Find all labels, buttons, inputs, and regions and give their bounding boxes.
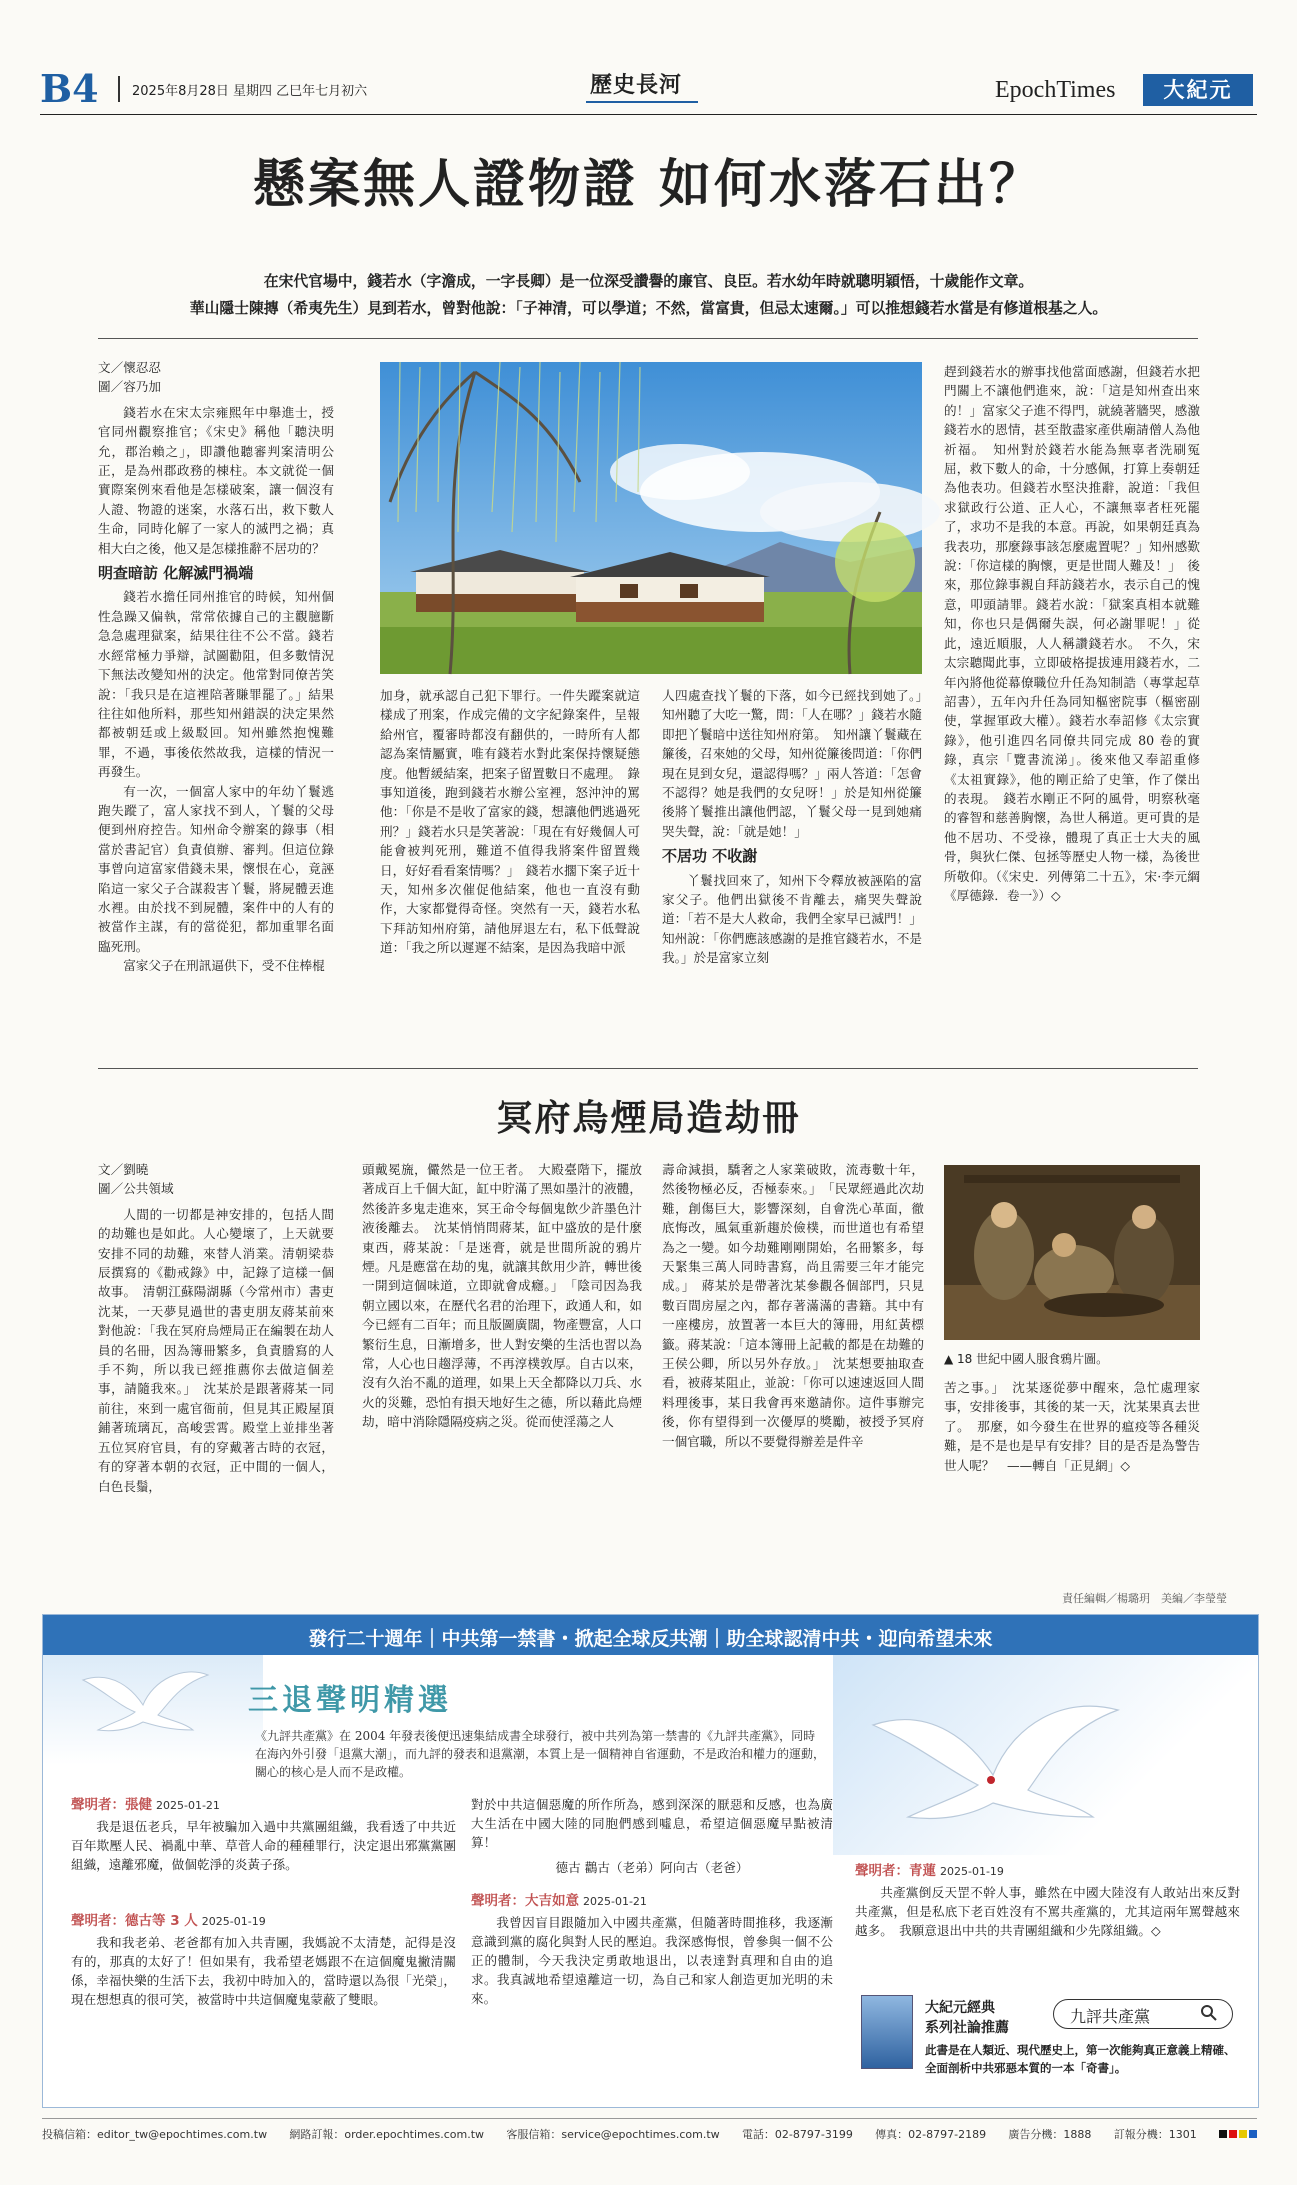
article2-title: 冥府烏煙局造劫冊	[496, 1097, 801, 1139]
statement-date: 2025-01-21	[583, 1895, 647, 1908]
article1-column-2	[380, 686, 640, 1048]
article2-column-3	[662, 1160, 924, 1580]
issue-date: 2025年8月28日 星期四 乙巳年七月初六	[132, 84, 368, 99]
page-number: B4	[40, 66, 99, 111]
book-cover	[861, 1995, 913, 2069]
paragraph: 趕到錢若水的辦事找他當面感謝，但錢若水把門關上不讓他們進來，說：「這是知州查出來的！」富家父子進不得門，就繞著牆哭，感激錢若水的恩情，甚至散盡家產供廟請僧人為他祈福。 知州對於錢若水能為無辜者洗刷冤屈，救下數人的命，十分感佩，打算上奏朝廷為他表功。但錢若水堅決推辭，說道：「我但求獄政行公道、正人心，不讓無辜者枉死罷了，求功不是我的本意。再說，如果朝廷真為我表功，那麼錄事該怎麼處置呢？」知州感歎說：「你這樣的胸懷，更是世間人難及！」 後來，那位錄事親自拜訪錢若水，表示自己的愧意，叩頭請罪。錢若水說：「獄案真相本就難知，你也只是偶爾失誤，何必謝罪呢！」從此，遠近順服，人人稱讚錢若水。 不久，宋太宗聽聞此事，立即破格提拔連用錢若水，二年內將他從幕僚職位升任為知制誥（專掌起草詔書），五年內升任為同知樞密院事（樞密副使，掌握軍政大權）。錢若水奉詔修《太宗實錄》，他引進四名同僚共同完成 80 卷的實錄，真宗「覽書流涕」。後來他又奉詔重修《太祖實錄》，他的剛正給了史筆，作了傑出的表現。 錢若水剛正不阿的風骨，明察秋毫的睿智和慈善胸懷，為世人稱道。更可貴的是他不居功、不受祿，體現了真正士大夫的風骨，與狄仁傑、包拯等歷史人物一樣，為後世所敬仰。（《宋史．列傳第二十五》，宋·李元綱《厚德錄．卷一》）◇	[944, 364, 1200, 903]
statement-text: 我和我老弟、老爸都有加入共青團，我媽說不太清楚，記得是沒有的，那真的太好了！但如果有，我希望老媽跟不在這個魔鬼撇清關係，幸福快樂的生活下去，我初中時加入的，當時還以為很「光榮」，現在想想真的很可笑，被當時中共這個魔鬼蒙蔽了雙眼。	[71, 1935, 456, 2007]
article1-column-1	[98, 358, 334, 1048]
article-lead-2: 華山隱士陳摶（希夷先生）見到若水，曾對他說：「子神清，可以學道；不然，當富貴，但忌太速爾。」可以推想錢若水當是有修道根基之人。	[189, 300, 1108, 317]
paragraph: 富家父子在刑訊逼供下，受不住棒棍	[123, 958, 325, 974]
footer-sub-ext: 訂報分機：1301	[1113, 2128, 1197, 2141]
search-label: 九評共產黨	[1070, 2007, 1151, 2026]
ad-intro: 《九評共產黨》在 2004 年發表後便迅速集結成書全球發行，被中共列為第一禁書的《九評共產黨》，同時在海內外引發「退黨大潮」，而九評的發表和退黨潮，本質上是一個精神自省運動，不是政治和權力的運動，關心的核心是人而不是政權。	[255, 1729, 826, 1779]
statement-date: 2025-01-21	[156, 1799, 220, 1812]
page-header	[0, 0, 1297, 115]
dove-icon-large	[863, 1685, 1123, 1839]
header-divider	[118, 76, 120, 102]
temple-photo	[380, 362, 922, 674]
paragraph: 頭戴冕旒，儼然是一位王者。 大殿臺階下，擺放著成百上千個大缸，缸中貯滿了黑如墨汁的液體，然後許多鬼走進來，冥王命令每個鬼飲少許墨色汁液後離去。 沈某悄悄問蔣某，缸中盛放的是什麼東西，蔣某說：「是迷膏，就是世間所說的鴉片煙。凡是應當在劫的鬼，就讓其飲用少許，轉世後一開到這個味道，立即就會成癮。」 「陰司因為我朝立國以來，在歷代名君的治理下，政通人和，如今已經有二百年；而且版圖廣闊，物產豐富，人口繁衍生息，日漸增多，世人對安樂的生活也習以為常，人心也日趨浮薄，不再淳樸敦厚。自古以來，沒有久治不亂的道理，如果上天全都降以刀兵、水火的災難，恐怕有損天地好生之德，所以藉此烏煙劫，暗中消除隱隔疫病之災。從而使淫蕩之人	[362, 1162, 642, 1430]
footer-order: 網路訂報：order.epochtimes.com.tw	[289, 2128, 485, 2141]
section-underline	[586, 101, 698, 103]
paragraph: 錢若水在宋太宗雍熙年中舉進士，授官同州觀察推官；《宋史》稱他「聽決明允，郡治賴之」，即讚他聽審判案清明公正，是為州郡政務的棟柱。本文就從一個實際案例來看他是怎樣破案，讓一個沒有人證、物證的迷案，水落石出，救下數人生命，同時化解了一家人的滅門之禍；真相大白之後，他又是怎樣推辭不居功的？	[98, 404, 334, 556]
color-bar	[1219, 2130, 1257, 2138]
paragraph: 丫鬟找回來了，知州下令釋放被誣陷的富家父子。他們出獄後不肯離去，痛哭失聲說道：「若不是大人救命，我們全家早已滅門！」知州說：「你們應該感謝的是推官錢若水，不是我。」於是富家立刻	[662, 872, 922, 966]
image-credit: 圖／容乃加	[98, 379, 161, 395]
paragraph: 有一次，一個富人家中的年幼丫鬟逃跑失蹤了，富人家找不到人，丫鬟的父母便到州府控告。知州命令辦案的錄事（相當於書記官）負責偵辦、審判。但這位錄事曾向這富家借錢未果，懷恨在心，竟誣陷這一家父子合謀殺害丫鬟，將屍體丟進水裡。由於找不到屍體，案件中的人有的被當作主謀，有的當從犯，都加重罪名面臨死刑。	[98, 783, 334, 954]
article1-column-3	[662, 686, 935, 1048]
section-title: 歷史長河	[590, 72, 683, 98]
statement-name: 聲明者：德古等 3 人	[71, 1913, 198, 1929]
search-icon	[1200, 2004, 1218, 2026]
opium-painting	[944, 1165, 1200, 1340]
footer-service: 客服信箱：service@epochtimes.com.tw	[506, 2128, 720, 2141]
article-divider	[98, 1068, 1198, 1069]
article-lead-1: 在宋代官場中，錢若水（字澹成，一字長卿）是一位深受讚譽的廉官、良臣。若水幼年時就聰明穎悟，十歲能作文章。	[263, 273, 1034, 290]
footer-submit: 投稿信箱：editor_tw@epochtimes.com.tw	[42, 2128, 268, 2141]
paragraph: 人間的一切都是神安排的，包括人間的劫難也是如此。人心變壞了，上天就要安排不同的劫難，來替人消業。清朝梁恭辰撰寫的《勸戒錄》中，記錄了這樣一個故事。 清朝江蘇陽湖縣（今常州市）書吏沈某，一天夢見過世的書吏朋友蔣某前來對他說：「我在冥府烏煙局正在編製在劫人員的名冊，因為簿冊繁多，負責謄寫的人手不夠，所以我已經推薦你去做這個差事，請隨我來。」 沈某於是跟著蔣某一同前往，來到一處官衙前，但見其正殿屋頂鋪著琉璃瓦，高峻雲霄。殿堂上並排坐著五位冥府官員，有的穿戴著古時的衣冠，有的穿著本朝的衣冠，正中間的一個人，白色長鬚，	[98, 1206, 334, 1494]
footer-ad-ext: 廣告分機：1888	[1008, 2128, 1092, 2141]
paragraph: 人四處查找丫鬟的下落，如今已經找到她了。」 知州聽了大吃一驚，問：「人在哪？」錢若水隨即把丫鬟暗中送往知州府第。 知州讓丫鬟藏在簾後，召來她的父母，知州從簾後問道：「你們現在見到女兒，還認得嗎？」兩人答道：「怎會不認得？她是我們的女兒呀！」於是知州從簾後將丫鬟推出讓他們認，丫鬟父母一見到她痛哭失聲，說：「就是她！」	[662, 688, 935, 839]
paragraph: 加身，就承認自己犯下罪行。一件失蹤案就這樣成了刑案，作成完備的文字紀錄案件，呈報給州官，覆審時都沒有翻供的，一時所有人都認為案情屬實，唯有錢若水對此案保持懷疑態度。他暫緩結案，把案子留置數日不處理。 錄事知道後，跑到錢若水辦公室裡，怒沖沖的罵他：「你是不是收了富家的錢，想讓他們逃過死刑？」錢若水只是笑著說：「現在有好幾個人可能會被判死刑，難道不值得我將案件留置幾日，好好看看案情嗎？」 錢若水擱下案子近十天，知州多次催促他結案，他也一直沒有動作，大家都覺得奇怪。突然有一天，錢若水私下拜訪知州府第，請他屏退左右，私下低聲說道：「我之所以遲遲不結案，是因為我暗中派	[380, 688, 640, 956]
temple-illustration	[380, 362, 922, 674]
statement-3	[471, 1891, 833, 2041]
paragraph: 苦之事。」 沈某逐從夢中醒來，急忙處理家事，安排後事，其後的某一天，沈某果真去世了。 那麼，如今發生在世界的瘟疫等各種災難，是不是也是早有安排？目的是否是為警告世人呢？ ——轉自「正見網」◇	[944, 1380, 1200, 1473]
ad-banner-text: 發行二十週年｜中共第一禁書・掀起全球反共潮｜助全球認清中共・迎向希望未來	[308, 1628, 993, 1650]
article2-column-4	[944, 1378, 1200, 1578]
footer-fax: 傳真：02-8797-2189	[875, 2128, 987, 2141]
statement-date: 2025-01-19	[201, 1915, 266, 1928]
search-box[interactable]	[1053, 1999, 1233, 2029]
header-rule	[40, 114, 1257, 115]
footer-phone: 電話：02-8797-3199	[741, 2128, 853, 2141]
statement-2	[71, 1911, 456, 2101]
dove-icon	[73, 1660, 213, 1744]
subheading: 明查暗訪 化解滅門禍端	[98, 564, 254, 583]
promo-description: 此書是在人類近、現代歷史上，第一次能夠真正意義上精確、全面剖析中共邪惡本質的一本「奇書」。	[925, 2043, 1236, 2075]
brand-logo: 大紀元	[1143, 74, 1253, 106]
article2-column-1	[98, 1160, 334, 1580]
brand-en: EpochTimes	[995, 77, 1116, 103]
page-footer	[42, 2118, 1257, 2145]
paragraph: 壽命減損，驕奢之人家業破敗，流毒數十年，然後物極必反，否極泰來。」 「民眾經過此次劫難，創傷巨大，影響深刻，自會洗心革面，徹底悔改，風氣重新趨於儉樸，而世道也有希望為之一變。如今劫難剛剛開始，名冊繁多，每天緊集三萬人同時書寫，尚且需要三年才能完成。」 蔣某於是帶著沈某參觀各個部門，只見數百間房屋之內，都存著滿滿的書籍。其中有一座樓房，放置著一本巨大的簿冊，用紅黃標籤。蔣某說：「這本簿冊上記載的都是在劫難的王侯公卿，所以另外存放。」 沈某想要抽取查看，被蔣某阻止，並說：「你可以速速返回人間料理後事，某日我會再來邀請你。這件事辦完後，你有望得到一次優厚的獎勵，被授予冥府一個官職，所以不要覺得辦差是件辛	[662, 1162, 924, 1449]
author: 文／懷忍忍	[98, 360, 161, 375]
ad-title: 三退聲明精選	[248, 1683, 452, 1718]
promo-title-1: 大紀元經典	[925, 2000, 995, 2016]
author: 文／劉曉	[98, 1162, 149, 1177]
statement-name: 聲明者：青蓮	[855, 1863, 936, 1879]
statement-2-cont	[471, 1795, 833, 1885]
statement-date: 2025-01-19	[940, 1865, 1004, 1878]
image-caption: ▲ 18 世紀中國人服食鴉片圖。	[944, 1352, 1109, 1366]
statement-4	[855, 1861, 1240, 1981]
article-title: 懸案無人證物證 如何水落石出？	[252, 154, 1045, 215]
statement-name: 聲明者：大吉如意	[471, 1893, 579, 1909]
statement-signature: 德古 鸛古（老弟）阿向古（老爸）	[555, 1860, 749, 1875]
paragraph: 錢若水擔任同州推官的時候，知州個性急躁又偏執，常常依據自己的主觀臆斷急急處理獄案，結果往往不公不當。錢若水經常極力爭辯，試圖勸阻，但多數情況下無法改變知州的決定。他常對同僚苦笑說：「我只是在這裡陪著賺罪罷了。」結果往往如他所料，那些知州錯誤的決定果然都被朝廷或上級駁回。知州雖然抱愧難罪，不過，事後依然故我，這樣的情況一再發生。	[98, 589, 334, 780]
article1-column-4	[944, 362, 1200, 1048]
statement-text: 我曾因盲目跟隨加入中國共產黨，但隨著時間推移，我逐漸意識到黨的腐化與對人民的壓迫。我深感悔恨，曾參與一個不公正的體制，今天我決定勇敢地退出，以表達對真理和自由的追求。我真誠地希望遠離這一切，為自己和家人創造更加光明的未來。	[471, 1915, 833, 2006]
statement-name: 聲明者：張健	[71, 1797, 152, 1813]
lead-rule	[98, 338, 1198, 339]
statement-text: 共產黨倒反天罡不幹人事，雖然在中國大陸沒有人敢站出來反對共產黨，但是私底下老百姓沒有不罵共產黨的，尤其這兩年罵聲越來越多。 我願意退出中共的共青團組織和少先隊組織。◇	[855, 1885, 1240, 1938]
promo-title-2: 系列社論推薦	[925, 2020, 1009, 2036]
image-credit: 圖／公共領域	[98, 1181, 174, 1197]
editor-credits: 責任編輯／楊璐玥 美編／李瑩瑩	[1062, 1592, 1227, 1605]
nine-commentaries-ad	[42, 1614, 1259, 2108]
statement-text: 對於中共這個惡魔的所作所為，感到深深的厭惡和反感，也為廣大生活在中國大陸的同胞們感到噓息，希望這個惡魔早點被清算！	[471, 1797, 833, 1850]
statement-1	[71, 1795, 456, 1903]
statement-text: 我是退伍老兵，早年被騙加入過中共黨團組織，我看透了中共近百年欺壓人民、禍亂中華、草菅人命的種種罪行，決定退出邪黨黨團組織，遠離邪魔，做個乾淨的炎黃子孫。	[71, 1819, 456, 1872]
opium-illustration	[944, 1165, 1200, 1340]
subheading: 不居功 不收謝	[662, 847, 758, 866]
article2-column-2	[362, 1160, 642, 1580]
